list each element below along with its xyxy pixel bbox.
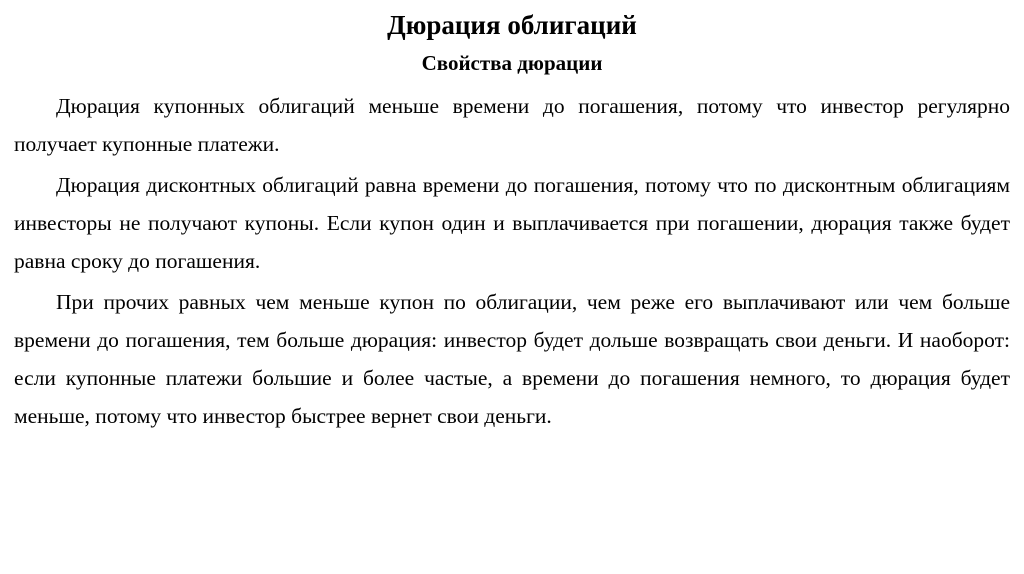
- body-paragraph: При прочих равных чем меньше купон по облигации, чем реже его выплачивают или чем больше времени до погашения, тем больше дюрация: инвестор будет дольше возвращать свои деньги. И наоборот: если купонные платежи большие и более частые, а времени до погашения немного, то дюрация будет меньше, потому что инвестор быстрее вернет свои деньги.: [14, 289, 1010, 429]
- body-paragraph: Дюрация купонных облигаций меньше времени до погашения, потому что инвестор регулярно получает купонные платежи.: [14, 94, 1010, 157]
- document-subtitle: Свойства дюрации: [421, 51, 603, 76]
- body-paragraph: Дюрация дисконтных облигаций равна времени до погашения, потому что по дисконтным облигациям инвесторы не получают купоны. Если купон один и выплачивается при погашении, дюрация также будет равна сроку до погашения.: [14, 172, 1010, 274]
- document-title: Дюрация облигаций: [387, 10, 637, 40]
